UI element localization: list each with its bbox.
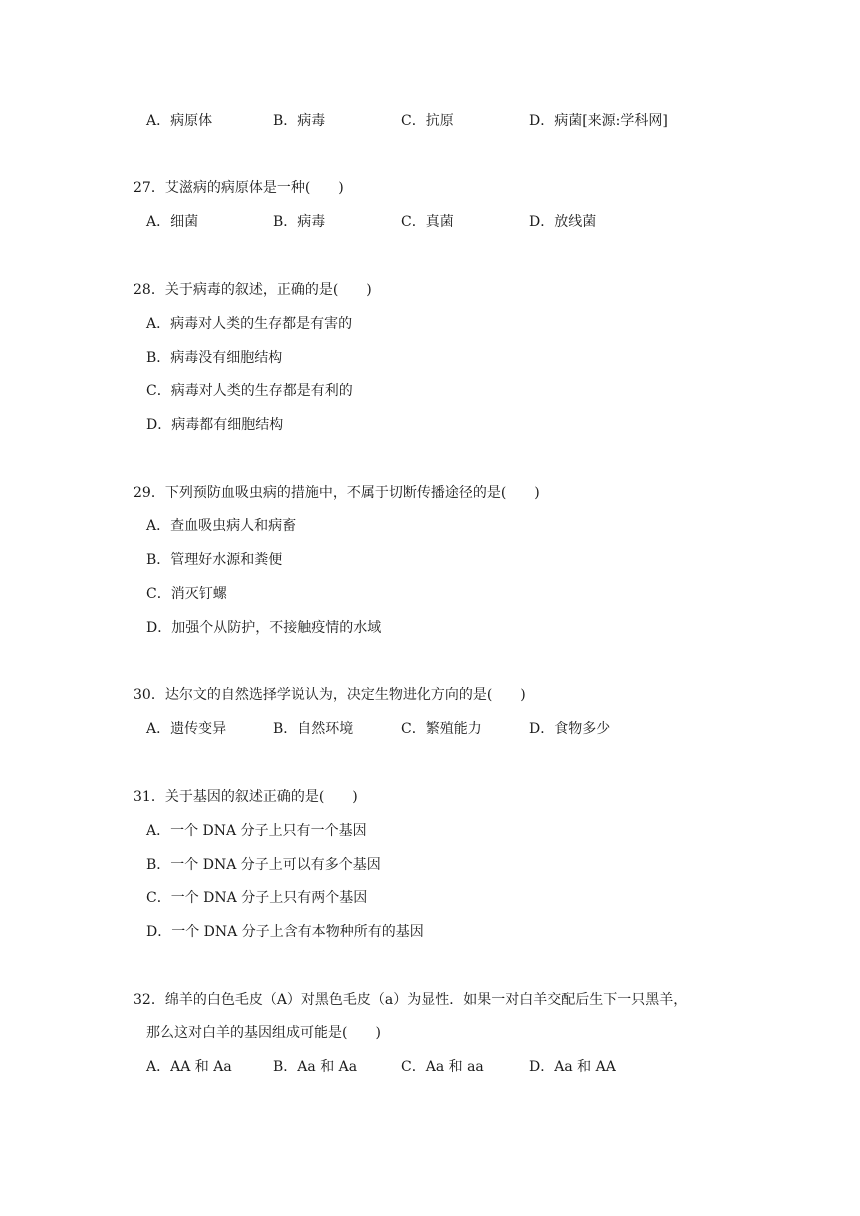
- q32-option-d: D．Aa 和 AA: [529, 1059, 616, 1075]
- q30-option-a: A．遗传变异: [146, 721, 227, 737]
- q32-stem-line-2: 那么这对白羊的基因组成可能是( ): [146, 1025, 381, 1041]
- q28-option-d: D．病毒都有细胞结构: [146, 417, 284, 433]
- q31-option-a: A．一个 DNA 分子上只有一个基因: [146, 823, 367, 839]
- q31-option-b: B．一个 DNA 分子上可以有多个基因: [146, 857, 381, 873]
- q32-option-a: A．AA 和 Aa: [146, 1059, 232, 1075]
- q32-option-b: B．Aa 和 Aa: [273, 1059, 358, 1075]
- q30-option-c: C．繁殖能力: [401, 721, 482, 737]
- q27-option-a: A．细菌: [146, 214, 199, 230]
- q29-option-d: D．加强个从防护，不接触疫情的水域: [146, 620, 382, 636]
- q31-option-d: D．一个 DNA 分子上含有本物种所有的基因: [146, 924, 424, 940]
- q26-option-c: C．抗原: [401, 113, 454, 129]
- q26-option-b: B．病毒: [273, 113, 326, 129]
- q30-option-d: D．食物多少: [529, 721, 611, 737]
- q28-option-b: B．病毒没有细胞结构: [146, 350, 283, 366]
- q26-option-d: D．病菌[来源:学科网]: [529, 113, 668, 129]
- q27-option-b: B．病毒: [273, 214, 326, 230]
- q28-stem: 28．关于病毒的叙述，正确的是( ): [133, 282, 372, 298]
- q32-option-c: C．Aa 和 aa: [401, 1059, 484, 1075]
- q28-option-c: C．病毒对人类的生存都是有利的: [146, 383, 353, 399]
- q31-option-c: C．一个 DNA 分子上只有两个基因: [146, 890, 368, 906]
- q29-option-c: C．消灭钉螺: [146, 586, 227, 602]
- q31-stem: 31．关于基因的叙述正确的是( ): [133, 789, 358, 805]
- q28-option-a: A．病毒对人类的生存都是有害的: [146, 316, 353, 332]
- q29-option-a: A．查血吸虫病人和病畜: [146, 518, 297, 534]
- q30-option-b: B．自然环境: [273, 721, 354, 737]
- q29-option-b: B．管理好水源和粪便: [146, 552, 283, 568]
- q27-option-c: C．真菌: [401, 214, 454, 230]
- q30-stem: 30．达尔文的自然选择学说认为，决定生物进化方向的是( ): [133, 687, 526, 703]
- q32-stem-line-1: 32．绵羊的白色毛皮（A）对黑色毛皮（a）为显性．如果一对白羊交配后生下一只黑羊，: [133, 992, 688, 1008]
- q29-stem: 29．下列预防血吸虫病的措施中，不属于切断传播途径的是( ): [133, 485, 540, 501]
- q26-option-a: A．病原体: [146, 113, 213, 129]
- q27-stem: 27．艾滋病的病原体是一种( ): [133, 180, 344, 196]
- q27-option-d: D．放线菌: [529, 214, 597, 230]
